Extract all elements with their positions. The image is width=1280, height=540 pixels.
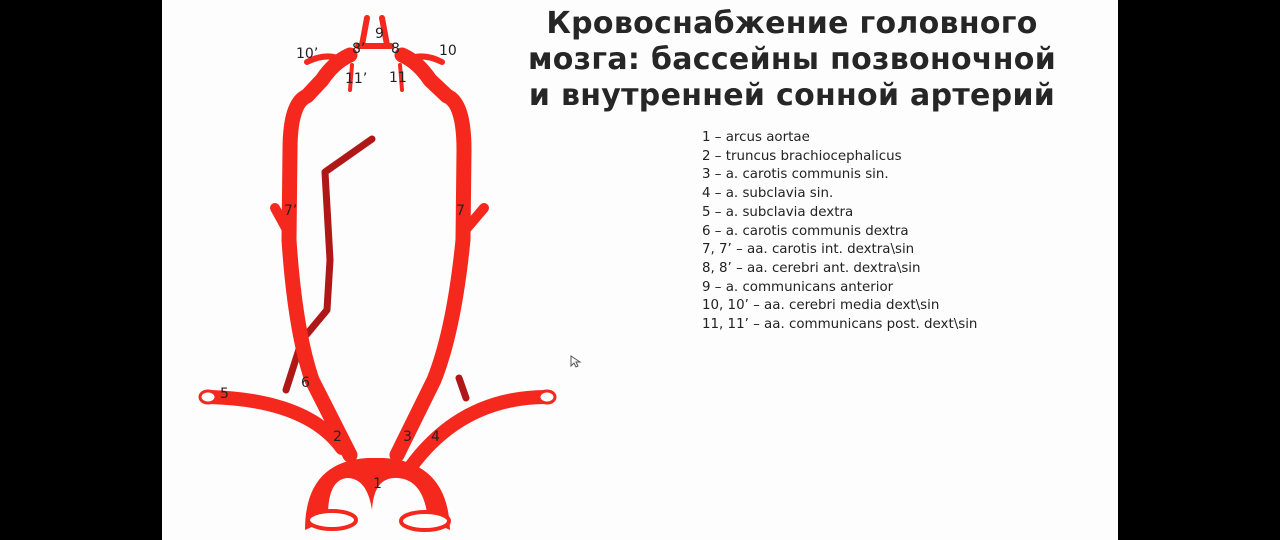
label-10: 10 [439,43,457,59]
subclavian-opening-left [539,391,555,403]
label-8: 8 [391,41,400,57]
label-9: 9 [375,26,384,42]
right-carotid-artery [289,55,350,455]
slide [162,0,1118,540]
vertebral-artery-left [459,378,466,398]
label-3: 3 [403,429,412,445]
legend-item: 9 – a. communicans anterior [702,279,894,295]
label-7-prime: 7’ [284,203,298,219]
title-line-3: и внутренней сонной артерий [528,78,1056,113]
title-line-2: мозга: бассейны позвоночной [527,42,1057,77]
left-carotid-artery [397,55,464,455]
label-11-prime: 11’ [345,71,368,87]
artery-diagram [162,0,1118,540]
label-6: 6 [301,375,310,391]
legend-item: 5 – a. subclavia dextra [702,204,854,220]
label-5: 5 [220,386,229,402]
legend-item: 10, 10’ – aa. cerebri media dext\sin [702,298,940,314]
label-2: 2 [333,429,342,445]
title-line-1: Кровоснабжение головного [546,6,1038,41]
legend-item: 4 – a. subclavia sin. [702,186,834,202]
legend-item: 2 – truncus brachiocephalicus [702,148,902,164]
legend-item: 8, 8’ – aa. cerebri ant. dextra\sin [702,260,921,276]
subclavian-opening-right [200,391,216,403]
legend-item: 3 – a. carotis communis sin. [702,167,889,183]
label-7: 7 [456,203,465,219]
mouse-pointer-icon [570,355,582,369]
label-1: 1 [373,476,382,492]
legend-item: 6 – a. carotis communis dextra [702,223,909,239]
label-4: 4 [431,429,440,445]
legend-item: 1 – arcus aortae [702,130,810,145]
label-11: 11 [389,70,407,86]
legend-item: 11, 11’ – aa. communicans post. dext\sin [702,317,978,333]
legend-item: 7, 7’ – aa. carotis int. dextra\sin [702,242,915,258]
label-8-prime: 8’ [352,41,366,57]
label-10-prime: 10’ [296,46,319,62]
aortic-opening-left [308,511,356,529]
aortic-opening-right [401,512,449,530]
